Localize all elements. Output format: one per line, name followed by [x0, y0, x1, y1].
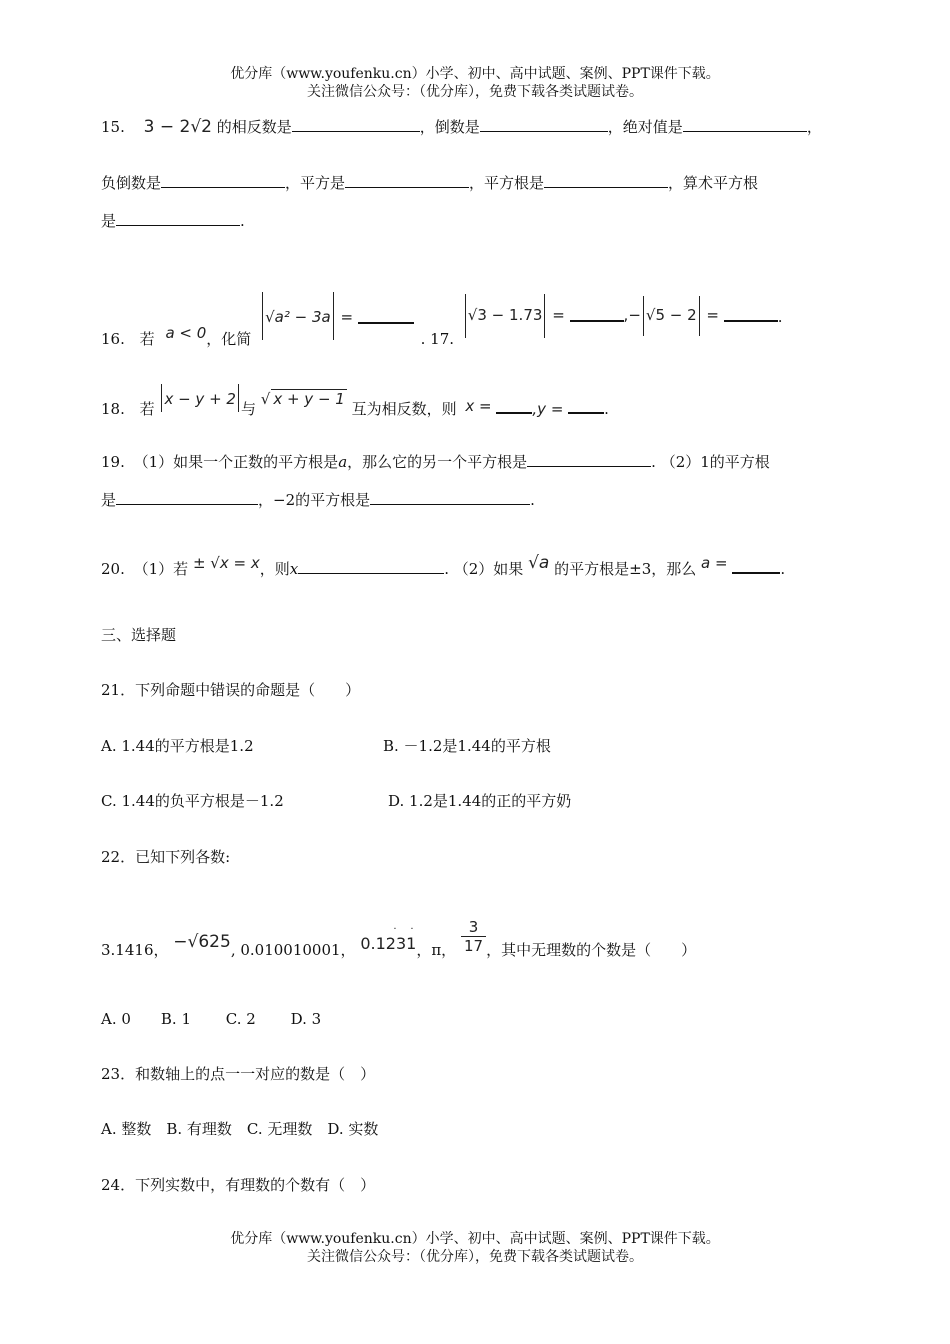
- text: ，那么它的另一个平方根是: [347, 453, 528, 471]
- answer-blank-square-root[interactable]: [544, 174, 668, 188]
- expression-root-a2-minus-3a: √a² − 3a: [265, 308, 331, 326]
- answer-blank-square[interactable]: [345, 174, 469, 188]
- answer-blank-absolute[interactable]: [683, 118, 807, 132]
- abs-bar: [161, 384, 162, 412]
- question-21-stem: 21．下列命题中错误的命题是（ ）: [101, 681, 361, 699]
- answer-blank-20b[interactable]: [732, 559, 780, 574]
- text: 与: [240, 400, 256, 418]
- answer-blank-19a[interactable]: [527, 453, 651, 467]
- question-18-line: 18. 若 x − y + 2与 √ x + y − 1 互为相反数，则 x = ,y = .: [101, 384, 609, 419]
- text: .: [777, 308, 783, 326]
- text: .: [240, 212, 245, 230]
- equals-sign: =: [340, 308, 354, 326]
- text: （1）若: [133, 560, 189, 578]
- text: ，平方根是: [469, 174, 545, 192]
- question-number: 18.: [101, 400, 125, 418]
- question-23-stem: 23．和数轴上的点一一对应的数是（ ）: [101, 1065, 376, 1083]
- question-19-line-1: [101, 451, 770, 472]
- abs-bar: [333, 292, 334, 340]
- abs-bar: [238, 384, 239, 412]
- abs-bar: [465, 294, 466, 338]
- text: 的相反数是: [216, 118, 292, 136]
- text: ，则: [259, 560, 290, 578]
- question-number: 16.: [101, 330, 125, 348]
- variable-x: x: [289, 560, 299, 578]
- abs-bar: [544, 294, 545, 338]
- text: 若: [139, 330, 155, 348]
- question-22-stem: 22．已知下列各数:: [101, 848, 231, 866]
- question-16-line: [101, 292, 783, 349]
- answer-blank-y[interactable]: [568, 399, 604, 414]
- section-heading-choice: 三、选择题: [101, 626, 177, 644]
- expression-root-a: √a: [528, 553, 550, 573]
- number-0.010010001: , 0.010010001，: [230, 941, 356, 959]
- text: .: [530, 491, 535, 509]
- header-line-2: 关注微信公众号：（优分库），免费下载各类试题试卷。: [307, 84, 643, 100]
- y-equals: ,y =: [532, 400, 564, 418]
- number-0.1231-repeating: 0.1231 · ·: [360, 924, 417, 953]
- answer-blank-reciprocal[interactable]: [480, 118, 608, 132]
- answer-blank-17b[interactable]: [724, 307, 778, 322]
- text: 是: [101, 212, 117, 230]
- text: . 17.: [420, 330, 455, 348]
- abs-bar: [262, 292, 263, 340]
- answer-blank-19c[interactable]: [370, 491, 530, 505]
- question-24-stem: 24．下列实数中，有理数的个数有（ ）: [101, 1176, 376, 1194]
- question-20-line: [101, 553, 785, 579]
- text: ，平方是: [285, 174, 346, 192]
- text: ，−2的平方根是: [258, 491, 371, 509]
- text: ，算术平方根: [668, 174, 759, 192]
- number-3.1416: 3.1416，: [101, 941, 169, 959]
- text: ，绝对值是: [607, 118, 683, 136]
- question-22-numbers: [101, 917, 697, 960]
- abs-bar: [699, 296, 700, 336]
- answer-blank-x[interactable]: [496, 399, 532, 414]
- header-line-1: 优分库（www.youfenku.cn）小学、初中、高中试题、案例、PPT课件下载。: [230, 66, 720, 82]
- text: 是: [101, 491, 117, 509]
- text: .: [604, 400, 609, 418]
- variable-a: a: [338, 453, 348, 471]
- text: 负倒数是: [101, 174, 162, 192]
- expression-root-x-plus-y-minus-1: x + y − 1: [273, 390, 345, 408]
- question-21-option-a[interactable]: A. 1.44的平方根是1.2: [101, 737, 254, 755]
- equals-sign: =: [706, 306, 719, 324]
- expression-x-minus-y-plus-2: x − y + 2: [164, 390, 236, 408]
- text: ，: [806, 118, 822, 136]
- answer-blank-19b[interactable]: [116, 491, 258, 505]
- text: （1）如果一个正数的平方根是: [133, 453, 339, 471]
- question-15-line-3: [101, 210, 245, 231]
- text: . （2）1的平方根: [651, 453, 770, 471]
- text: ，倒数是: [419, 118, 480, 136]
- question-21-option-c[interactable]: C. 1.44的负平方根是－1.2: [101, 792, 284, 810]
- footer-line-1: 优分库（www.youfenku.cn）小学、初中、高中试题、案例、PPT课件下载。: [230, 1231, 720, 1247]
- question-15-line-1: [101, 116, 822, 137]
- answer-blank-17a[interactable]: [570, 307, 624, 322]
- expression-plusminus-root-x-equals-x: ± √x = x: [192, 554, 260, 572]
- footer-line-2: 关注微信公众号：（优分库），免费下载各类试题试卷。: [307, 1249, 643, 1265]
- expression-root5-minus-2: √5 − 2: [645, 306, 697, 324]
- question-19-line-2: [101, 489, 535, 510]
- answer-blank-opposite[interactable]: [292, 118, 420, 132]
- text: . （2）如果: [444, 560, 524, 578]
- text: .: [780, 560, 786, 578]
- answer-blank-arithmetic-root[interactable]: [116, 212, 240, 226]
- question-number: 15.: [101, 118, 125, 136]
- fraction-3-over-17: $\frac{3}{17}$: [461, 918, 486, 955]
- question-number: 20.: [101, 560, 125, 578]
- condition-a-less-than-0: a < 0: [165, 324, 207, 342]
- a-equals: a =: [701, 554, 728, 572]
- separator: ,−: [623, 306, 641, 324]
- number-neg-root-625: −√625: [173, 932, 231, 952]
- number-pi: ，π，: [416, 941, 457, 959]
- text: ，化简: [206, 330, 252, 348]
- text: ，其中无理数的个数是（ ）: [486, 941, 697, 959]
- text: 的平方根是±3，那么: [554, 560, 697, 578]
- question-21-option-b[interactable]: B. －1.2是1.44的平方根: [383, 737, 551, 755]
- question-23-options[interactable]: A. 整数 B. 有理数 C. 无理数 D. 实数: [101, 1120, 379, 1138]
- question-22-options[interactable]: A. 0 B. 1 C. 2 D. 3: [101, 1010, 322, 1028]
- expression-root3-minus-1.73: √3 − 1.73: [467, 306, 543, 324]
- answer-blank-20a[interactable]: [298, 560, 444, 574]
- answer-blank-negative-reciprocal[interactable]: [161, 174, 285, 188]
- question-21-option-d[interactable]: D. 1.2是1.44的正的平方奶: [388, 792, 572, 810]
- abs-bar: [643, 296, 644, 336]
- answer-blank-16[interactable]: [358, 309, 414, 324]
- text: 若: [139, 400, 155, 418]
- text: 互为相反数，则: [351, 400, 457, 418]
- question-number: 19.: [101, 453, 125, 471]
- question-15-line-2: [101, 172, 758, 193]
- expression-3-minus-2root2: 3 − 2√2: [143, 117, 212, 137]
- equals-sign: =: [552, 306, 565, 324]
- x-equals: x =: [465, 397, 492, 415]
